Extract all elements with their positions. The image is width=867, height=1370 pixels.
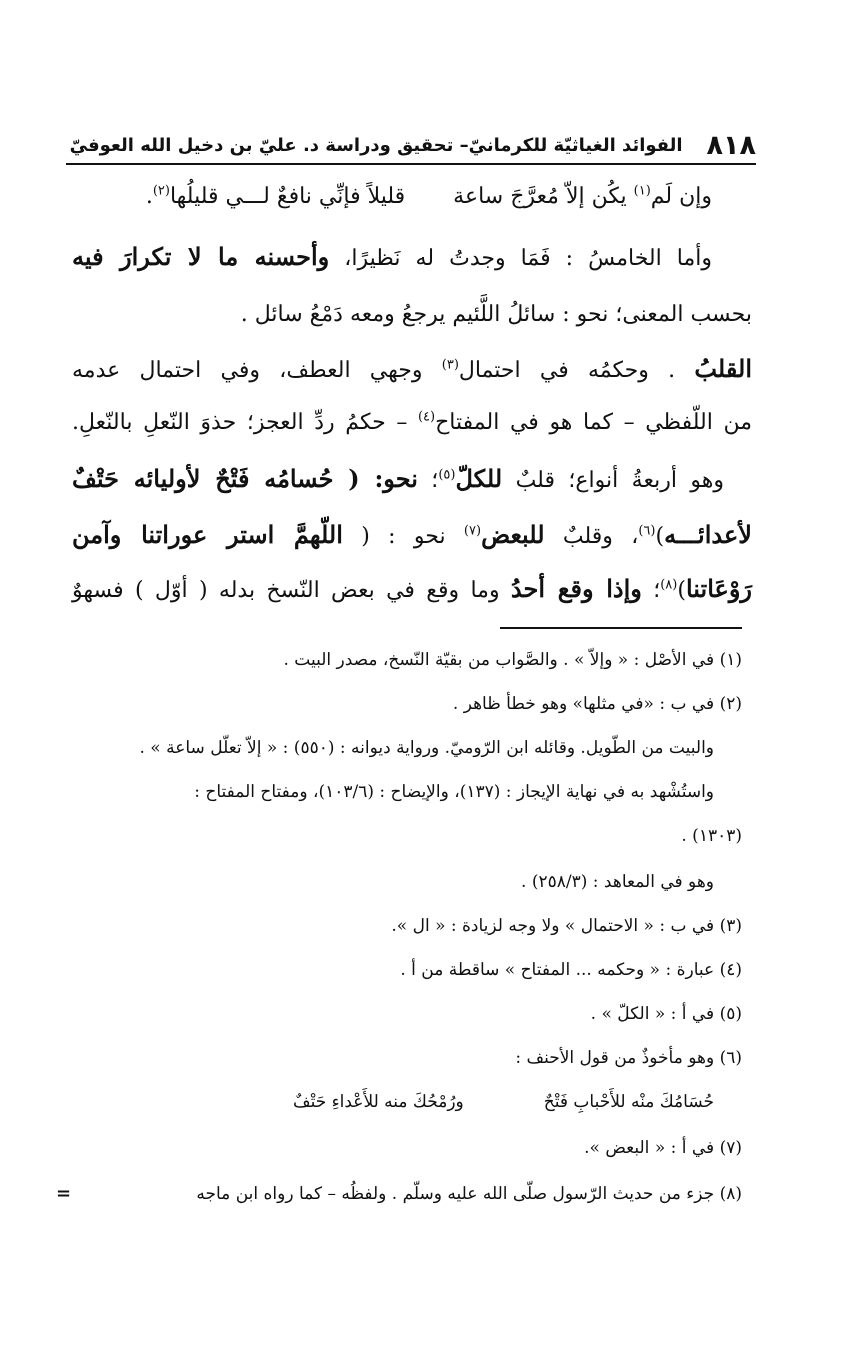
text-run: من اللّفظي – كما هو في المفتاح [435, 410, 752, 435]
paragraph-line [72, 242, 712, 274]
footnote-ref-8[interactable]: (٨) [660, 577, 678, 593]
footnote-ref-1[interactable]: (١) [633, 183, 651, 199]
bold-text: للكلّ [455, 464, 503, 493]
footnote-ref-5[interactable]: (٥) [438, 467, 456, 483]
text-run: ؛ [417, 468, 439, 493]
bold-text: للبعض [481, 520, 545, 549]
bold-text: وأحسنه ما لا تكرارَ فيه [72, 242, 330, 271]
footnote-7: (٧) في أ : « البعض ». [584, 1138, 742, 1158]
footnote-2-note: (١٣٠٣) . [681, 826, 742, 846]
bold-text: رَوْعَاتنا [685, 574, 752, 603]
footnote-rule [500, 627, 742, 629]
bold-text: نحو: ( حُسامُه فَتْحٌ لأوليائه حَتْفٌ [72, 464, 418, 493]
footnote-5: (٥) في أ : « الكلّ » . [590, 1004, 742, 1024]
verse-hemistich-2 [146, 182, 405, 212]
paragraph-line [72, 574, 752, 606]
footnote-6: (٦) وهو مأخوذٌ من قول الأحنف : [515, 1048, 742, 1068]
text-run: – حكمُ ردِّ العجز؛ حذوَ النّعلِ بالنّعلِ. [72, 410, 418, 435]
footnote-8 [56, 1182, 742, 1206]
text-run: . وحكمُه في احتمال [458, 358, 695, 383]
verse-text: يكُن إلاّ مُعرَّجَ ساعة [453, 184, 634, 209]
paragraph-line [72, 520, 752, 552]
footnote-ref-2[interactable]: (٢) [152, 183, 170, 199]
paragraph-line [72, 464, 724, 496]
footnote-ref-3[interactable]: (٣) [441, 357, 459, 373]
text-run: ) [655, 524, 665, 549]
text-run: ، وقلبٌ [544, 524, 639, 549]
bold-text: اللّهمَّ استر عوراتنا وآمن [72, 520, 343, 549]
text-run: ؛ [641, 578, 661, 603]
text-run: وهو أربعةُ أنواع؛ قلبٌ [502, 468, 724, 493]
footnote-2-note: واستُشْهد به في نهاية الإيجاز : (١٣٧)، والإيضاح : (١٠٣/٦)، ومفتاح المفتاح : [194, 782, 714, 802]
text-run: وجهي العطف، وفي احتمال عدمه [72, 358, 442, 383]
footnote-4: (٤) عبارة : « وحكمه ... المفتاح » ساقطة من أ . [400, 960, 742, 980]
bold-text: القلبُ [694, 354, 752, 383]
footnote-2: (٢) في ب : «في مثلها» وهو خطأ ظاهر . [452, 694, 742, 714]
footnote-ref-7[interactable]: (٧) [463, 523, 482, 539]
footnote-ref-4[interactable]: (٤) [417, 409, 436, 425]
text-run: ) [677, 578, 686, 603]
verse-text: قليلاً فإنِّي نافعٌ لـــي قليلُها [169, 184, 406, 209]
footnote-verse-hemistich-1: حُسَامُكَ منْه للأَحْبابِ فَتْحٌ [543, 1092, 714, 1112]
text-run: بحسب المعنى؛ نحو : سائلُ اللَّئيم يرجعُ ومعه دَمْعُ سائل . [240, 302, 752, 327]
text-run: وأما الخامسُ : فَمَا وجدتُ له نَظيرًا، [329, 246, 713, 271]
continuation-mark: = [56, 1183, 72, 1204]
footnote-2-note: والبيت من الطّويل. وقائله ابن الرّوميّ. ورواية ديوانه : (٥٥٠) : « إلاّ تعلّل ساعة » . [139, 738, 714, 758]
paragraph-line [72, 408, 752, 438]
paragraph-line [72, 354, 752, 386]
footnote-6-verse [72, 1090, 714, 1114]
verse-hemistich-1 [453, 182, 712, 212]
text-run: نحو : ( [342, 524, 464, 549]
page-number: ٨١٨ [706, 129, 756, 161]
paragraph-line [72, 300, 752, 330]
running-title: الفوائد الغياثيّة للكرمانيّ– تحقيق ودراسة د. عليّ بن دخيل الله العوفيّ [69, 134, 683, 156]
bold-text: وإذا وقع أحدُ [510, 574, 642, 603]
verse-line [72, 182, 712, 212]
footnote-3: (٣) في ب : « الاحتمال » ولا وجه لزيادة : « ال ». [391, 916, 742, 936]
footnote-2-note: وهو في المعاهد : (٢٥٨/٣) . [521, 872, 714, 892]
text-run: وما وقع في بعض النّسخ بدله ( أوّل ) فسهوٌ [72, 578, 511, 603]
footnote-1: (١) في الأصْل : « وإلاّ » . والصَّواب من بقيّة النّسخ، مصدر البيت . [283, 650, 742, 670]
verse-text: وإن لَم [650, 184, 712, 209]
page-header [66, 128, 756, 162]
verse-text: . [145, 184, 153, 209]
footnote-8-text: (٨) جزء من حديث الرّسول صلّى الله عليه وسلّم . ولفظُه – كما رواه ابن ماجه [196, 1184, 742, 1204]
footnote-verse-hemistich-2: ورُمْحُكَ منه للأَعْداءِ حَتْفٌ [293, 1092, 464, 1112]
bold-text: لأعدائـــه [664, 520, 752, 549]
header-rule [66, 163, 756, 165]
footnote-ref-6[interactable]: (٦) [638, 523, 656, 539]
